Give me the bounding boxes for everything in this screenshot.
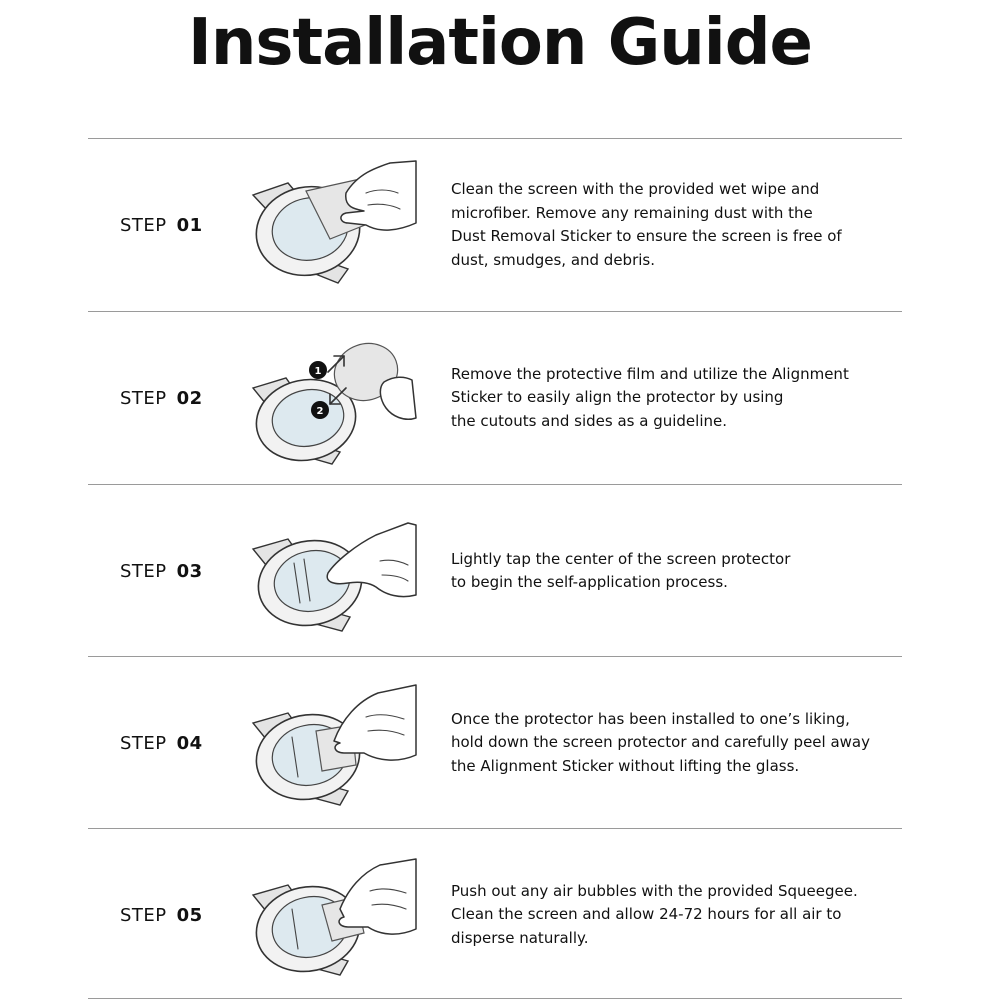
step-word: STEP — [120, 904, 167, 926]
step-word: STEP — [120, 560, 167, 582]
step-04 — [88, 657, 902, 829]
step-label — [120, 657, 203, 829]
step-number: 04 — [176, 732, 203, 754]
wipe-cleaning-illustration — [248, 153, 418, 293]
step-label — [120, 485, 203, 657]
step-word: STEP — [120, 214, 167, 236]
step-number: 02 — [176, 387, 203, 409]
tap-center-illustration — [248, 499, 418, 639]
step-03 — [88, 485, 902, 657]
step-label — [120, 139, 203, 311]
step-number: 05 — [176, 904, 203, 926]
squeegee-illustration — [248, 843, 418, 983]
step-word: STEP — [120, 732, 167, 754]
step-description: Remove the protective film and utilize the Alignment Sticker to easily align the protector by using the cutouts and sides as a guideline. — [451, 364, 849, 430]
step-description: Push out any air bubbles with the provided Squeegee. Clean the screen and allow 24-72 hours for all air to disperse naturally. — [451, 881, 858, 947]
divider — [88, 998, 902, 999]
film-removal-illustration — [248, 326, 418, 466]
step-badge-1-label: 1 — [314, 366, 322, 377]
step-description: Once the protector has been installed to one’s liking, hold down the screen protector and carefully peel away the Alignment Sticker without lifting the glass. — [451, 709, 870, 775]
step-number: 01 — [176, 214, 203, 236]
step-05 — [88, 829, 902, 1001]
step-description: Lightly tap the center of the screen protector to begin the self-application process. — [451, 549, 791, 591]
step-label — [120, 829, 203, 1001]
step-description: Clean the screen with the provided wet wipe and microfiber. Remove any remaining dust with the Dust Removal Sticker to ensure the screen is free of dust, smudges, and debris. — [451, 180, 842, 269]
step-word: STEP — [120, 387, 167, 409]
step-label — [120, 312, 203, 484]
page-title: Installation Guide — [188, 6, 812, 80]
step-number: 03 — [176, 560, 203, 582]
step-02 — [88, 312, 902, 484]
step-badge-2-label: 2 — [316, 406, 324, 417]
peel-sticker-illustration — [248, 671, 418, 811]
step-01 — [88, 139, 902, 311]
